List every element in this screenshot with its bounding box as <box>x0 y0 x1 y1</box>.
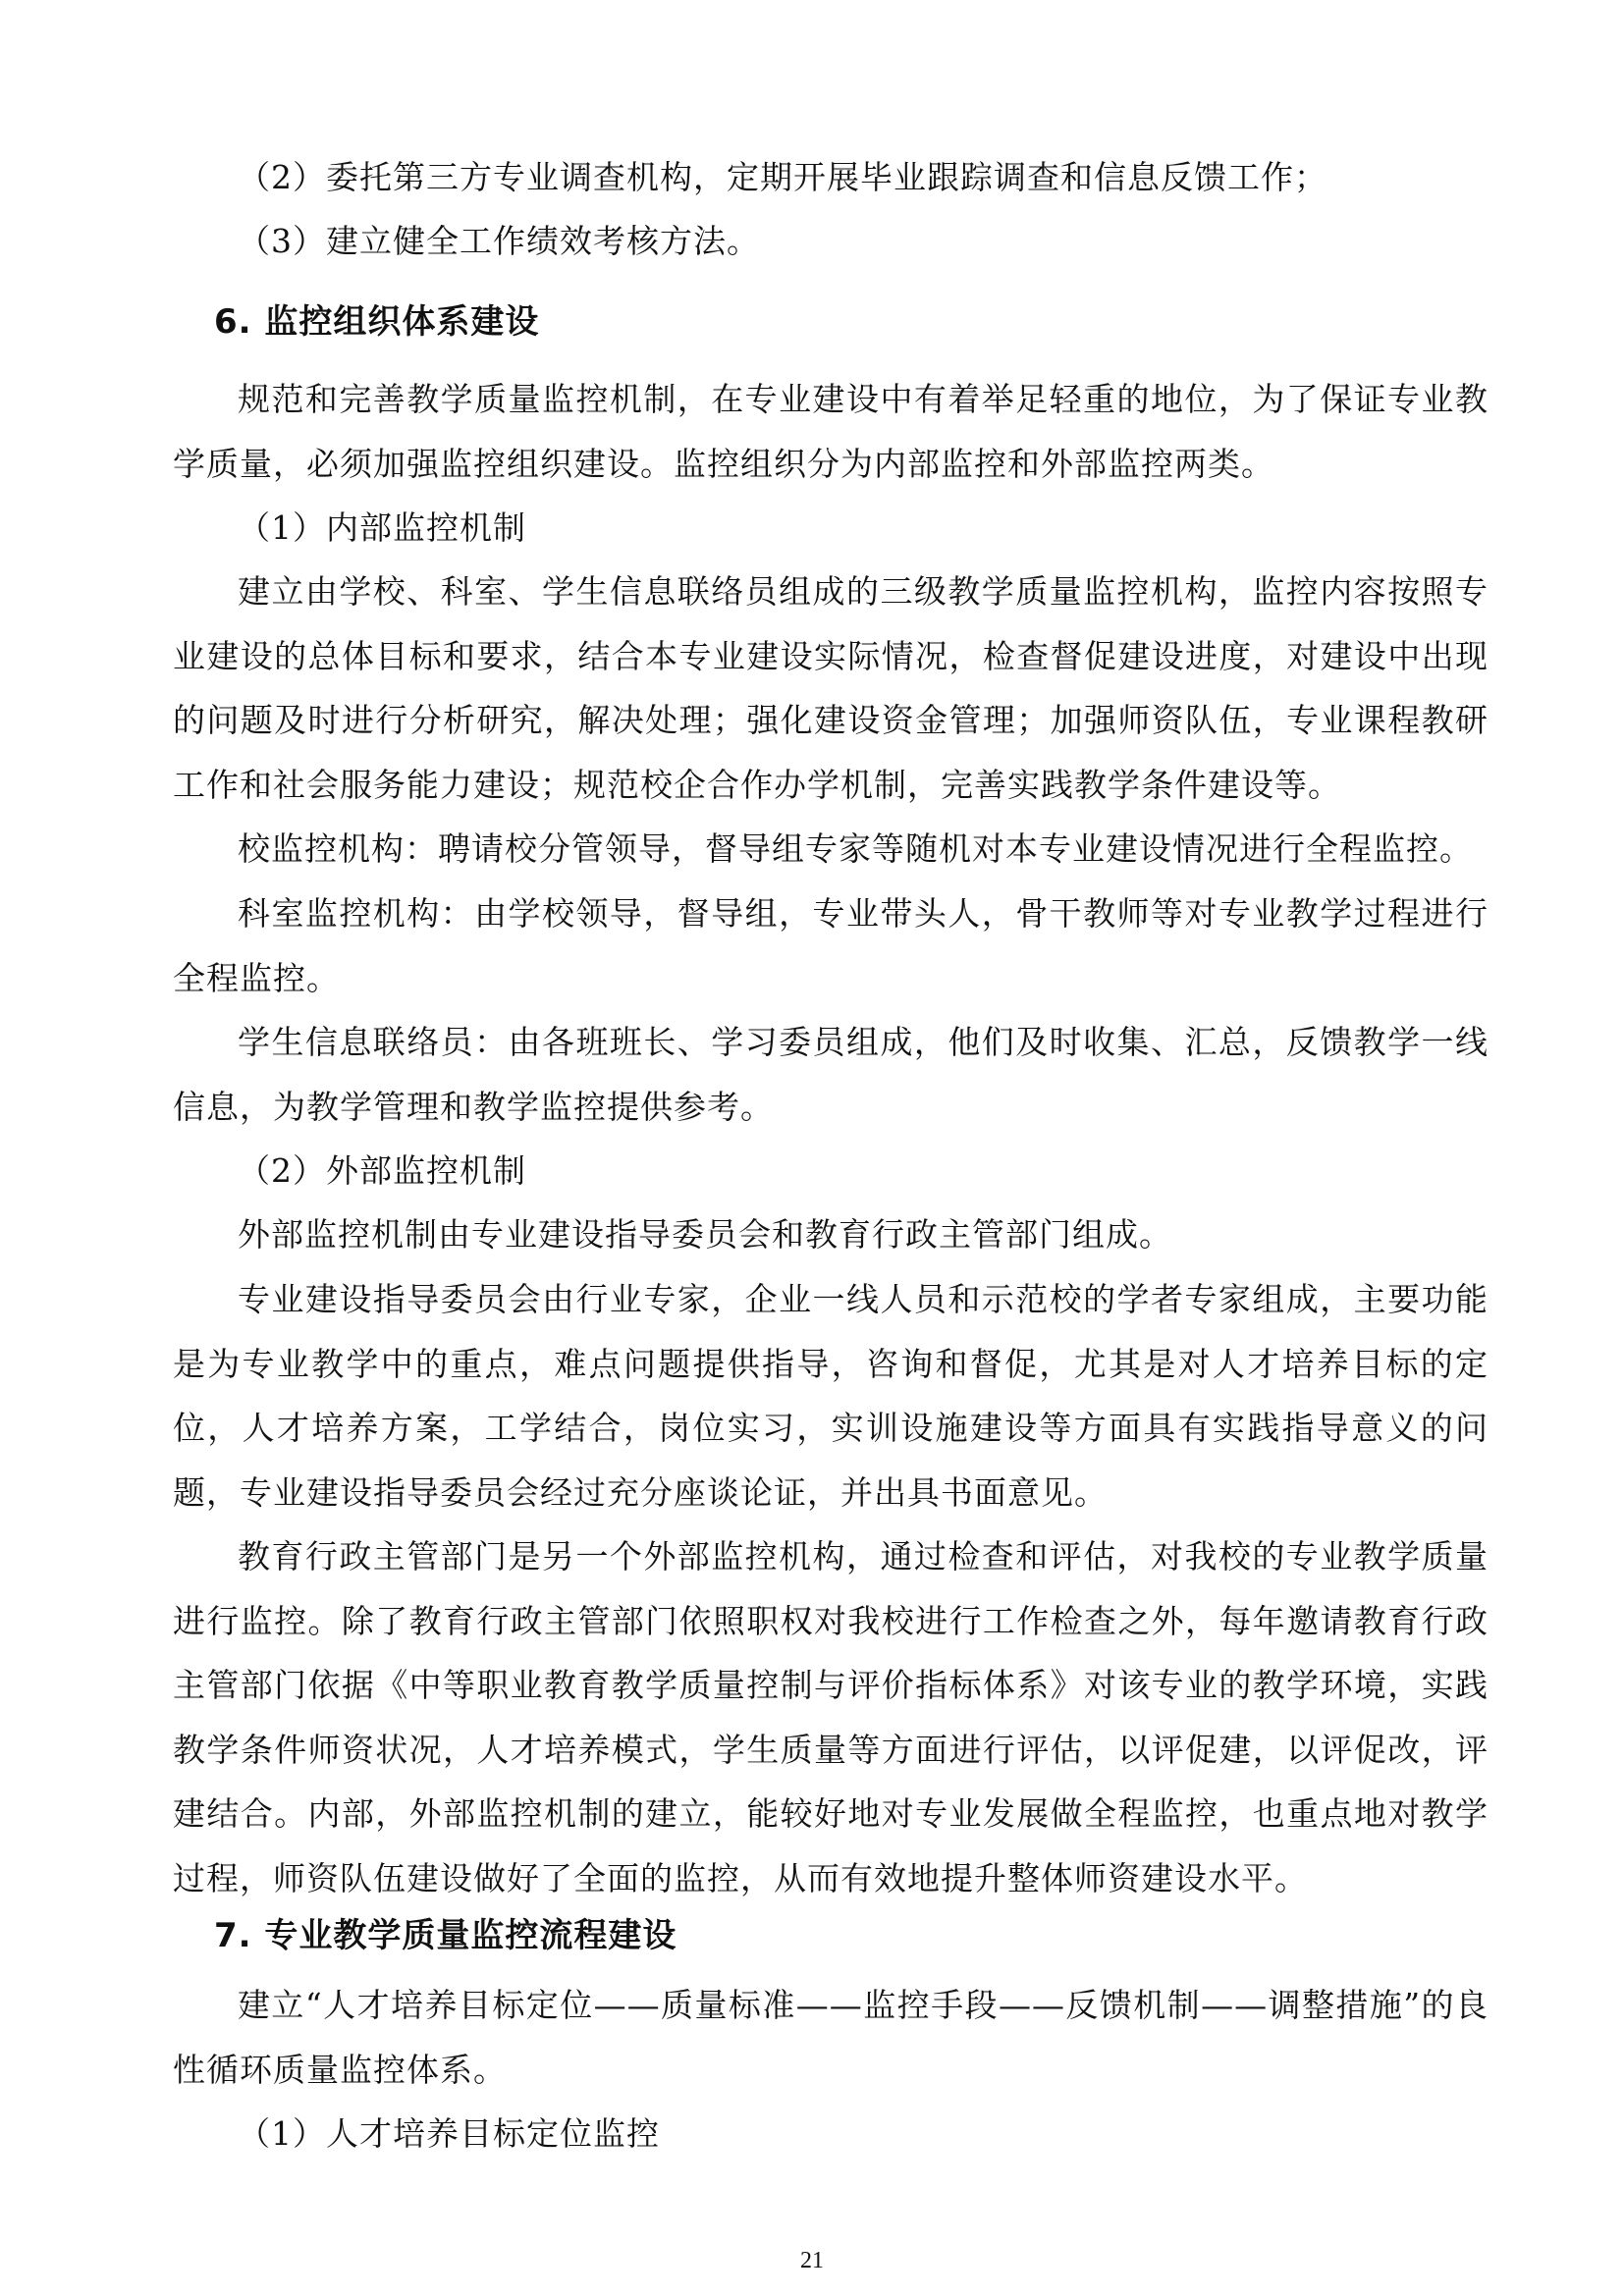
admin-paragraph: 教育行政主管部门是另一个外部监控机构，通过检查和评估，对我校的专业教学质量进行监控。除了教育行政主管部门依照职权对我校进行工作检查之外，每年邀请教育行政主管部门依据《中等职业教育教学质量控制与评价指标体系》对该专业的教学环境，实践教学条件师资状况，人才培养模式，学生质量等方面进行评估，以评促建，以评促改，评建结合。内部，外部监控机制的建立，能较好地对专业发展做全程监控，也重点地对教学过程，师资队伍建设做好了全面的监控，从而有效地提升整体师资建设水平。 <box>173 1537 1489 1897</box>
student-monitor-paragraph: 学生信息联络员：由各班班长、学习委员组成，他们及时收集、汇总，反馈教学一线信息，为教学管理和教学监控提供参考。 <box>173 1023 1489 1126</box>
list-item-3: （3）建立健全工作绩效考核方法。 <box>238 222 760 260</box>
section-6-heading: 6. 监控组织体系建设 <box>214 302 540 342</box>
external-monitor-title: （2）外部监控机制 <box>238 1151 526 1190</box>
section-7-intro: 建立“人才培养目标定位——质量标准——监控手段——反馈机制——调整措施”的良性循环质量监控体系。 <box>173 1986 1489 2089</box>
target-monitor-title: （1）人才培养目标定位监控 <box>238 2114 660 2153</box>
external-monitor-paragraph: 外部监控机制由专业建设指导委员会和教育行政主管部门组成。 <box>238 1215 1172 1254</box>
page-number: 21 <box>800 2248 824 2273</box>
section-6-intro: 规范和完善教学质量监控机制，在专业建设中有着举足轻重的地位，为了保证专业教学质量，必须加强监控组织建设。监控组织分为内部监控和外部监控两类。 <box>173 380 1489 483</box>
list-item-2: （2）委托第三方专业调查机构，定期开展毕业跟踪调查和信息反馈工作； <box>238 158 1327 196</box>
school-monitor-paragraph: 校监控机构：聘请校分管领导，督导组专家等随机对本专业建设情况进行全程监控。 <box>238 829 1473 868</box>
internal-monitor-paragraph: 建立由学校、科室、学生信息联络员组成的三级教学质量监控机构，监控内容按照专业建设的总体目标和要求，结合本专业建设实际情况，检查督促建设进度，对建设中出现的问题及时进行分析研究，解决处理；强化建设资金管理；加强师资队伍，专业课程教研工作和社会服务能力建设；规范校企合作办学机制，完善实践教学条件建设等。 <box>173 572 1489 804</box>
dept-monitor-paragraph: 科室监控机构：由学校领导，督导组，专业带头人，骨干教师等对专业教学过程进行全程监控。 <box>173 894 1489 997</box>
committee-paragraph: 专业建设指导委员会由行业专家，企业一线人员和示范校的学者专家组成，主要功能是为专业教学中的重点，难点问题提供指导，咨询和督促，尤其是对人才培养目标的定位，人才培养方案，工学结合，岗位实习，实训设施建设等方面具有实践指导意义的问题，专业建设指导委员会经过充分座谈论证，并出具书面意见。 <box>173 1280 1489 1512</box>
section-7-heading: 7. 专业教学质量监控流程建设 <box>214 1916 677 1955</box>
internal-monitor-title: （1）内部监控机制 <box>238 508 526 547</box>
